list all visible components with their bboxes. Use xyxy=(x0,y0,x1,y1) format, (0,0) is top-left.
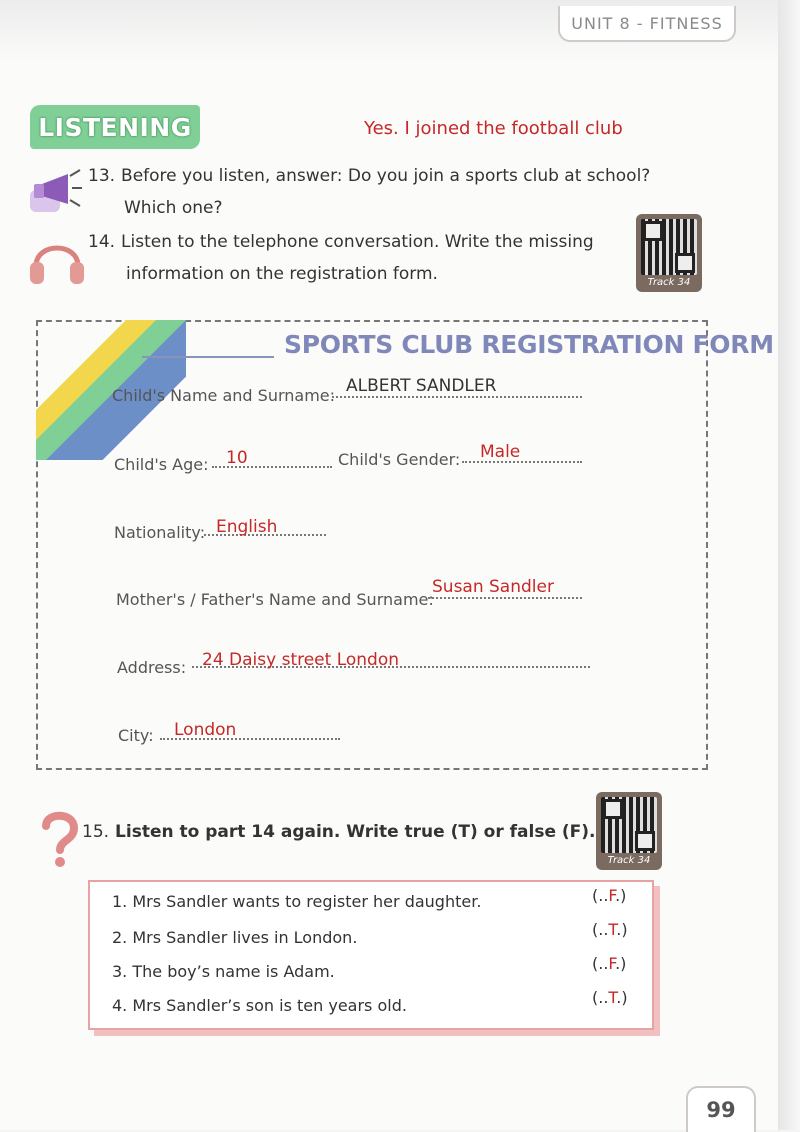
nationality-value[interactable]: English xyxy=(216,517,278,537)
q13-text-line2: Which one? xyxy=(124,198,223,218)
qr-code-pattern xyxy=(641,219,697,275)
nationality-label: Nationality: xyxy=(114,523,206,542)
tf-answer: T xyxy=(608,988,617,1007)
tf-answer: F xyxy=(608,954,616,973)
form-title: SPORTS CLUB REGISTRATION FORM xyxy=(284,330,774,359)
tf-item-text: Mrs Sandler wants to register her daughter. xyxy=(132,892,482,911)
address-value[interactable]: 24 Daisy street London xyxy=(202,650,400,670)
city-value[interactable]: London xyxy=(174,720,237,740)
parent-label: Mother's / Father's Name and Surname: xyxy=(116,590,434,609)
headphones-icon xyxy=(28,232,86,286)
qr-code-icon[interactable] xyxy=(596,792,662,870)
city-label: City: xyxy=(118,726,154,745)
page-number-label: 99 xyxy=(706,1098,736,1122)
tf-item xyxy=(112,996,407,1015)
parent-value[interactable]: Susan Sandler xyxy=(432,577,554,597)
page-edge xyxy=(778,0,800,1130)
qr-code-pattern xyxy=(601,797,657,853)
tf-answer-slot[interactable]: (..F.) xyxy=(592,886,627,905)
tf-item xyxy=(112,892,481,911)
parent-dotted-line xyxy=(428,597,582,599)
q13-text-line1: Before you listen, answer: Do you join a sports club at school? xyxy=(121,166,651,186)
age-value[interactable]: 10 xyxy=(226,448,248,468)
q15-text: Listen to part 14 again. Write true (T) or false (F). xyxy=(115,822,596,842)
qr-code-icon[interactable] xyxy=(636,214,702,292)
name-label: Child's Name and Surname: xyxy=(112,386,336,405)
name-dotted-line xyxy=(332,396,582,398)
q15-number: 15. xyxy=(82,822,110,842)
megaphone-icon xyxy=(28,160,84,216)
page-number xyxy=(686,1086,756,1132)
question-13 xyxy=(88,160,688,224)
tf-item-number: 3. xyxy=(112,962,128,981)
q13-handwritten-answer: Yes. I joined the football club xyxy=(364,118,623,139)
tf-item-text: Mrs Sandler lives in London. xyxy=(132,928,358,947)
q14-number: 14. xyxy=(88,232,116,252)
tf-answer-slot[interactable]: (..T.) xyxy=(592,920,628,939)
tf-item-number: 4. xyxy=(112,996,128,1015)
address-label: Address: xyxy=(117,658,187,677)
tf-answer-slot[interactable]: (..T.) xyxy=(592,988,628,1007)
question-15 xyxy=(82,816,602,848)
q13-number: 13. xyxy=(88,166,116,186)
unit-tab xyxy=(558,6,736,42)
unit-label: UNIT 8 - FITNESS xyxy=(571,13,723,33)
tf-item xyxy=(112,962,335,981)
form-title-rule xyxy=(142,356,274,358)
tf-answer-slot[interactable]: (..F.) xyxy=(592,954,627,973)
tf-item-text: The boy’s name is Adam. xyxy=(132,962,335,981)
age-label: Child's Age: xyxy=(114,455,209,474)
track-label: Track 34 xyxy=(607,855,651,866)
section-badge-label: LISTENING xyxy=(38,112,192,142)
tf-answer: T xyxy=(608,920,617,939)
gender-label: Child's Gender: xyxy=(338,450,461,469)
tf-item-text: Mrs Sandler’s son is ten years old. xyxy=(132,996,407,1015)
track-label: Track 34 xyxy=(647,277,691,288)
question-mark-icon xyxy=(40,810,78,868)
tf-item-number: 1. xyxy=(112,892,128,911)
tf-item-number: 2. xyxy=(112,928,128,947)
q14-text-line1: Listen to the telephone conversation. Write the missing xyxy=(121,232,594,252)
name-value[interactable]: ALBERT SANDLER xyxy=(346,376,497,396)
tf-answer: F xyxy=(608,886,616,905)
tf-item xyxy=(112,928,357,947)
listening-badge xyxy=(30,105,200,149)
q14-text-line2: information on the registration form. xyxy=(126,264,438,284)
gender-value[interactable]: Male xyxy=(480,442,521,462)
question-14 xyxy=(88,226,628,290)
